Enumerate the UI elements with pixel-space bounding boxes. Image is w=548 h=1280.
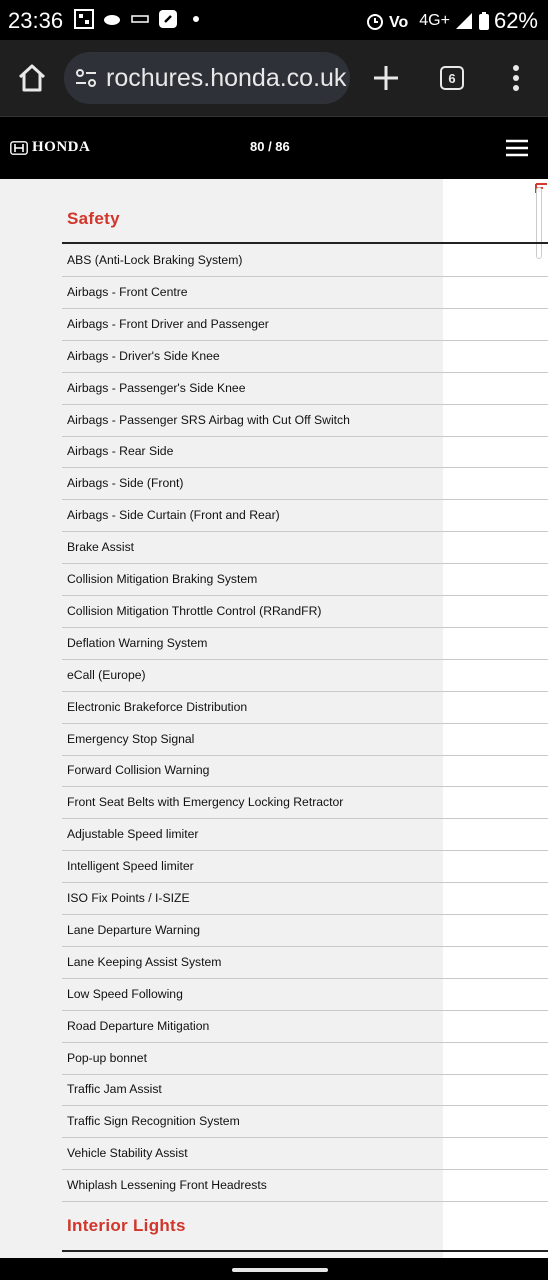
spec-row bbox=[62, 277, 548, 309]
spec-row-label: Collision Mitigation Braking System bbox=[67, 572, 258, 586]
spec-row-label: Road Departure Mitigation bbox=[67, 1018, 210, 1033]
alarm-icon bbox=[365, 11, 385, 31]
browser-toolbar bbox=[0, 40, 548, 116]
section-divider bbox=[62, 1250, 548, 1252]
section-title: Safety bbox=[67, 209, 120, 228]
overflow-menu-icon[interactable] bbox=[506, 60, 526, 96]
spec-row bbox=[62, 851, 548, 883]
spec-row-label: Deflation Warning System bbox=[67, 635, 208, 650]
status-time: 23:36 bbox=[8, 8, 64, 33]
spec-row bbox=[62, 1106, 548, 1138]
spec-row-label: Airbags - Rear Side bbox=[67, 444, 174, 459]
brochure-header bbox=[0, 116, 548, 179]
spec-row-label: Traffic Jam Assist bbox=[67, 1082, 162, 1097]
brochure-page[interactable] bbox=[0, 179, 548, 1258]
section-divider bbox=[62, 242, 548, 244]
spec-row bbox=[62, 373, 548, 405]
spec-row bbox=[62, 564, 548, 596]
spec-row-label: Electronic Brakeforce Distribution bbox=[67, 699, 248, 714]
spec-row bbox=[62, 341, 548, 373]
spec-row-label: Airbags - Passenger's Side Knee bbox=[67, 380, 246, 395]
news-icon bbox=[130, 9, 150, 29]
shazam-icon bbox=[158, 9, 178, 29]
spec-row bbox=[62, 819, 548, 851]
spec-row bbox=[62, 787, 548, 819]
spec-row bbox=[62, 755, 548, 787]
spec-row bbox=[62, 1011, 548, 1043]
qr-icon bbox=[74, 9, 94, 29]
spec-row bbox=[62, 1074, 548, 1106]
spec-row-label: eCall (Europe) bbox=[67, 667, 146, 682]
signal-icon bbox=[454, 11, 474, 31]
hamburger-menu-icon[interactable] bbox=[505, 138, 529, 158]
site-settings-icon[interactable] bbox=[74, 66, 98, 90]
spec-row bbox=[62, 436, 548, 468]
spec-row-label: Whiplash Lessening Front Headrests bbox=[67, 1178, 267, 1193]
spec-row bbox=[62, 309, 548, 341]
spec-row bbox=[62, 724, 548, 756]
dot-icon bbox=[186, 9, 206, 29]
battery-percent: 62% bbox=[493, 8, 538, 33]
tab-count: 6 bbox=[448, 70, 456, 86]
spec-row-label: Intelligent Speed limiter bbox=[67, 859, 194, 874]
svg-text:Vo: Vo bbox=[389, 14, 409, 31]
spec-row bbox=[62, 692, 548, 724]
system-status bbox=[365, 8, 538, 34]
spec-row-label: Low Speed Following bbox=[67, 986, 183, 1001]
spec-row bbox=[62, 628, 548, 660]
tab-switcher-button[interactable] bbox=[440, 66, 464, 90]
spec-row-label: Airbags - Driver's Side Knee bbox=[67, 348, 220, 363]
spec-row-label: Lane Departure Warning bbox=[67, 922, 201, 937]
spec-row-label: Airbags - Side (Front) bbox=[67, 476, 184, 491]
spec-row bbox=[62, 405, 548, 437]
spec-row-label: Lane Keeping Assist System bbox=[67, 954, 222, 969]
spec-row bbox=[62, 532, 548, 564]
spec-row bbox=[62, 979, 548, 1011]
spec-row bbox=[62, 915, 548, 947]
spec-row-label: Front Seat Belts with Emergency Locking Retractor bbox=[67, 795, 344, 810]
network-type: 4G+ bbox=[419, 12, 450, 29]
spec-row-label: Airbags - Front Centre bbox=[67, 284, 188, 299]
spec-row-label: Brake Assist bbox=[67, 540, 135, 555]
spec-row bbox=[62, 468, 548, 500]
spec-row-label: Airbags - Passenger SRS Airbag with Cut Off Switch bbox=[67, 412, 350, 427]
notification-icons bbox=[74, 9, 206, 29]
spec-row bbox=[62, 500, 548, 532]
volte-icon bbox=[389, 11, 415, 31]
battery-icon bbox=[478, 11, 490, 31]
spec-row bbox=[62, 245, 548, 277]
new-tab-icon[interactable] bbox=[370, 62, 402, 94]
honda-h-icon bbox=[10, 141, 28, 155]
spec-row-label: Collision Mitigation Throttle Control (RRandFR) bbox=[67, 603, 322, 618]
spec-row bbox=[62, 660, 548, 692]
spec-row-label: Pop-up bonnet bbox=[67, 1050, 147, 1065]
brand-name: HONDA bbox=[32, 139, 91, 155]
home-icon[interactable] bbox=[14, 60, 50, 96]
spec-row-label: Vehicle Stability Assist bbox=[67, 1146, 188, 1161]
spec-row bbox=[62, 1170, 548, 1202]
spec-row bbox=[62, 1043, 548, 1075]
status-bar bbox=[0, 0, 548, 40]
spec-row-label: Adjustable Speed limiter bbox=[67, 827, 199, 842]
spec-row bbox=[62, 596, 548, 628]
spec-row-label: Airbags - Side Curtain (Front and Rear) bbox=[67, 508, 280, 523]
system-navigation-bar bbox=[0, 1258, 548, 1280]
page-counter: 80 / 86 bbox=[250, 139, 290, 154]
url-text: rochures.honda.co.uk bbox=[106, 63, 347, 92]
spec-row-label: Forward Collision Warning bbox=[67, 763, 210, 778]
spec-row-label: Traffic Sign Recognition System bbox=[67, 1114, 240, 1129]
honda-logo[interactable] bbox=[10, 139, 90, 156]
spec-row bbox=[62, 883, 548, 915]
spec-row bbox=[62, 1138, 548, 1170]
spec-row-label: ABS (Anti-Lock Braking System) bbox=[67, 253, 243, 267]
spec-row-label: Emergency Stop Signal bbox=[67, 731, 195, 746]
spec-row-label: Airbags - Front Driver and Passenger bbox=[67, 316, 269, 331]
home-gesture-handle[interactable] bbox=[232, 1268, 328, 1272]
section-title: Interior Lights bbox=[67, 1216, 186, 1235]
spec-row bbox=[62, 947, 548, 979]
cloud-icon bbox=[102, 9, 122, 29]
spec-row-label: ISO Fix Points / I-SIZE bbox=[67, 891, 190, 905]
address-bar[interactable] bbox=[64, 52, 350, 104]
